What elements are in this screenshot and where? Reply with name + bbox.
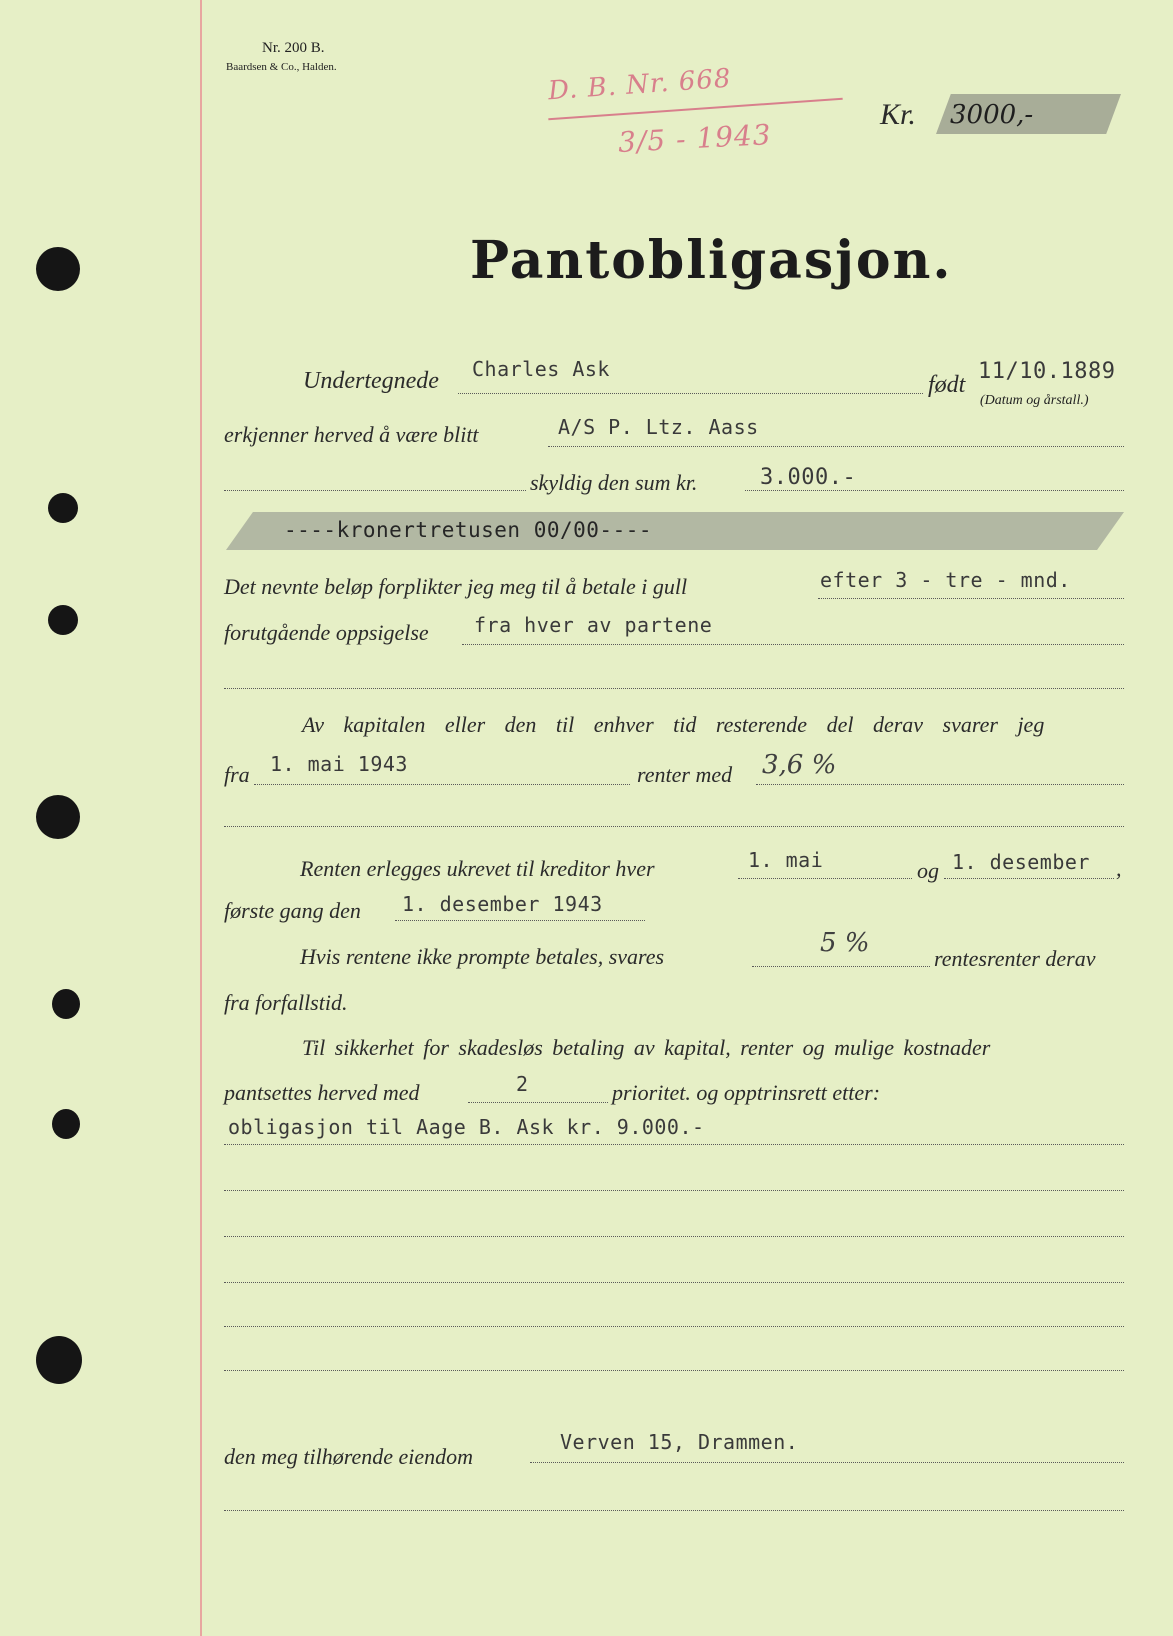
interest-paid-date-2-line	[944, 878, 1114, 879]
late-interest-suffix: rentesrenter derav	[934, 946, 1096, 971]
document-title: Pantobligasjon.	[470, 230, 953, 291]
creditor-label: erkjenner herved å være blitt	[224, 422, 479, 447]
interest-and-label: og	[917, 858, 939, 883]
interest-rate-value: 3,6 %	[762, 750, 837, 780]
blank-line	[224, 1326, 1124, 1327]
late-interest-line	[752, 966, 930, 967]
blank-line	[224, 1190, 1124, 1191]
late-interest-suffix-2: fra forfallstid.	[224, 990, 348, 1015]
interest-paid-date-1-line	[738, 878, 912, 879]
sum-value: 3.000.-	[760, 465, 857, 490]
priority-line	[468, 1102, 608, 1103]
sum-lead-line	[224, 490, 526, 491]
debtor-label: Undertegnede	[303, 368, 439, 394]
notice-line	[462, 644, 1124, 645]
sum-in-words: ----kronertretusen 00/00----	[284, 518, 653, 542]
notice-value: fra hver av partene	[474, 613, 713, 637]
punch-hole	[48, 493, 78, 523]
debtor-name: Charles Ask	[472, 357, 610, 381]
punch-hole	[36, 795, 80, 839]
creditor-name-line	[548, 446, 1124, 447]
payment-label: Det nevnte beløp forplikter jeg meg til å betale i gull	[224, 574, 688, 599]
registration-date: 3/5 - 1943	[617, 118, 773, 159]
punch-hole	[36, 247, 80, 291]
born-hint: (Datum og årstall.)	[980, 393, 1089, 408]
interest-from-label: fra	[224, 762, 250, 787]
amount-value: 3000,-	[950, 100, 1034, 130]
punch-hole	[48, 605, 78, 635]
security-intro: Til sikkerhet for skadesløs betaling av kapital, renter og mulige kostnader	[302, 1035, 991, 1060]
priority-value: 2	[516, 1072, 529, 1096]
born-label: født	[928, 372, 966, 398]
blank-line	[224, 688, 1124, 689]
interest-paid-date-2: 1. desember	[952, 850, 1090, 874]
notice-label: forutgående oppsigelse	[224, 620, 429, 645]
amount-kr-label: Kr.	[880, 98, 916, 131]
interest-intro: Av kapitalen eller den til enhver tid resterende del derav svarer jeg	[302, 712, 1045, 737]
prior-obligation: obligasjon til Aage B. Ask kr. 9.000.-	[228, 1115, 705, 1139]
interest-paid-date-1: 1. mai	[748, 848, 824, 872]
prior-obligation-line	[224, 1144, 1124, 1145]
property-label: den meg tilhørende eiendom	[224, 1444, 474, 1469]
margin-line	[200, 0, 202, 1636]
blank-line	[224, 1282, 1124, 1283]
form-number: Nr. 200 B.	[262, 40, 325, 56]
interest-first-value: 1. desember 1943	[402, 892, 603, 916]
blank-line	[224, 826, 1124, 827]
punch-hole	[36, 1336, 82, 1384]
creditor-name: A/S P. Ltz. Aass	[558, 415, 759, 439]
punch-hole	[52, 989, 80, 1019]
interest-from-value: 1. mai 1943	[270, 752, 408, 776]
property-value: Verven 15, Drammen.	[560, 1430, 799, 1454]
interest-first-line	[395, 920, 645, 921]
interest-comma: ,	[1116, 856, 1122, 881]
property-line	[530, 1462, 1124, 1463]
sum-label: skyldig den sum kr.	[530, 470, 698, 495]
payment-terms-line	[818, 598, 1124, 599]
priority-label: prioritet. og opptrinsrett etter:	[612, 1080, 881, 1105]
blank-line	[224, 1370, 1124, 1371]
debtor-name-line	[458, 393, 923, 394]
registration-stamp: D. B. Nr. 668	[547, 63, 733, 107]
payment-terms: efter 3 - tre - mnd.	[820, 568, 1071, 592]
printer-name: Baardsen & Co., Halden.	[226, 61, 337, 73]
interest-rate-label: renter med	[637, 762, 733, 787]
pledged-label: pantsettes herved med	[224, 1080, 420, 1105]
sum-value-line	[745, 490, 1124, 491]
punch-hole	[52, 1109, 80, 1139]
blank-line	[224, 1510, 1124, 1511]
late-interest-value: 5 %	[820, 928, 870, 958]
interest-first-label: første gang den	[224, 898, 361, 923]
interest-rate-line	[756, 784, 1124, 785]
late-interest-label: Hvis rentene ikke prompte betales, svares	[300, 944, 665, 969]
born-date: 11/10.1889	[978, 359, 1116, 384]
blank-line	[224, 1236, 1124, 1237]
interest-from-line	[254, 784, 630, 785]
interest-paid-label: Renten erlegges ukrevet til kreditor hver	[300, 856, 655, 881]
